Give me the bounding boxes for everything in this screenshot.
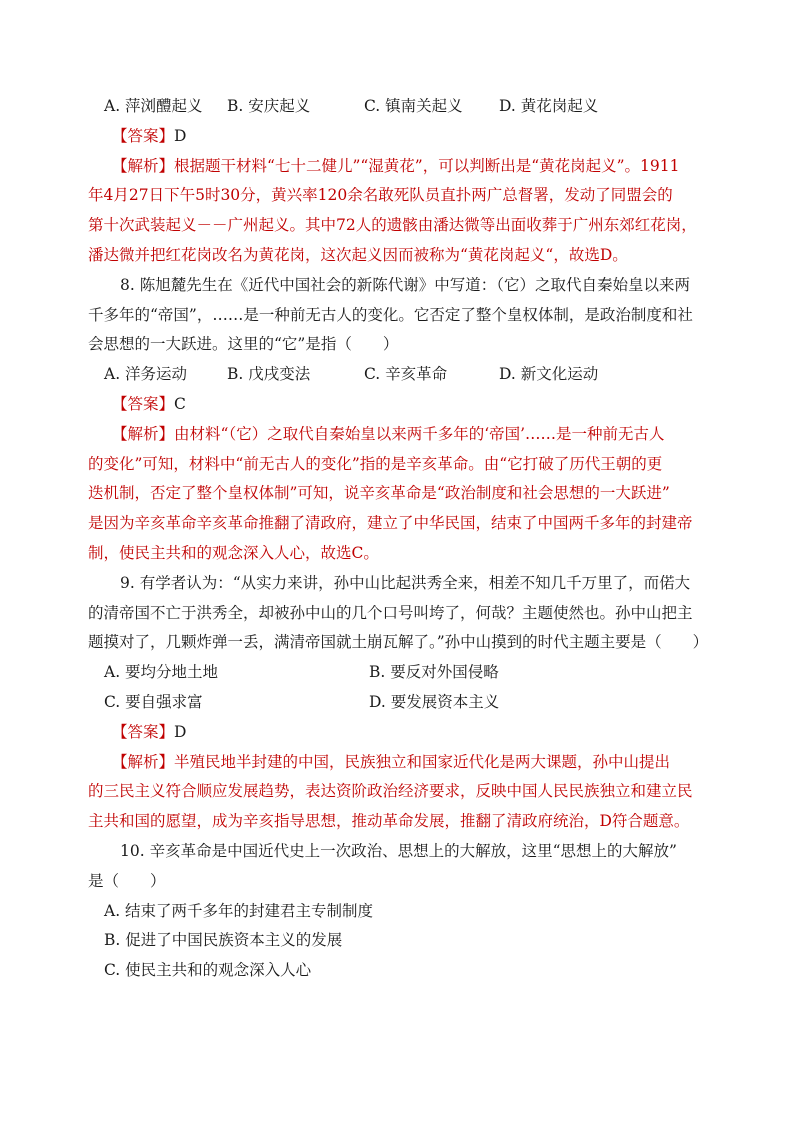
q8-option-b: B. 戊戌变法 bbox=[227, 365, 311, 384]
q8-stem-line: 会思想的一大跃进。这里的“它”是指（ ） bbox=[88, 335, 399, 354]
q9-options-row bbox=[88, 688, 728, 718]
q9-stem-line: 题摸对了，几颗炸弹一丢，满清帝国就土崩瓦解了。”孙中山摸到的时代主题主要是（ ） bbox=[88, 633, 709, 652]
answer-tag: 【答案】 bbox=[112, 722, 175, 741]
analysis-text: 由材料“（它）之取代自秦始皇以来两千多年的‘帝国’……是一种前无古人 bbox=[174, 424, 665, 443]
q9-analysis-line bbox=[88, 748, 728, 778]
q10-option-c: C. 使民主共和的观念深入人心 bbox=[104, 961, 312, 980]
analysis-tag: 【解析】 bbox=[112, 424, 175, 443]
answer-value: C bbox=[174, 394, 186, 413]
q7-analysis-line: 潘达微并把红花岗改名为黄花岗，这次起义因而被称为“黄花岗起义“，故选D。 bbox=[88, 245, 628, 264]
analysis-text: 半殖民地半封建的中国，民族独立和国家近代化是两大课题，孙中山提出 bbox=[174, 752, 671, 771]
q9-option-d: D. 要发展资本主义 bbox=[369, 692, 500, 711]
q9-option-b: B. 要反对外国侵略 bbox=[369, 663, 499, 682]
q7-option-b: B. 安庆起义 bbox=[227, 97, 311, 115]
q9-stem-line: 的清帝国不亡于洪秀全，却被孙中山的几个口号叫垮了，何哉？主题使然也。孙中山把主 bbox=[88, 603, 693, 622]
q9-analysis-line: 的三民主义符合顺应发展趋势，表达资阶政治经济要求，反映中国人民民族独立和建立民 bbox=[88, 782, 693, 801]
q8-analysis-line bbox=[88, 420, 728, 450]
q9-stem-line: 9. 有学者认为：“从实力来讲，孙中山比起洪秀全来，相差不知几千万里了，而偌大 bbox=[120, 573, 691, 592]
analysis-tag: 【解析】 bbox=[112, 752, 175, 771]
q8-option-a: A. 洋务运动 bbox=[104, 365, 188, 384]
answer-tag: 【答案】 bbox=[112, 126, 175, 145]
document-page bbox=[88, 92, 728, 986]
q8-answer bbox=[88, 390, 728, 420]
q8-stem-line: 千多年的“帝国”，……是一种前无古人的变化。它否定了整个皇权体制，是政治制度和社 bbox=[88, 305, 693, 324]
q8-analysis-line: 是因为辛亥革命辛亥革命推翻了清政府，建立了中华民国，结束了中国两千多年的封建帝 bbox=[88, 514, 693, 533]
answer-value: D bbox=[174, 722, 187, 741]
q7-option-a: A. 萍浏醴起义 bbox=[104, 97, 203, 115]
answer-value: D bbox=[174, 126, 187, 145]
q8-stem-line: 8. 陈旭麓先生在《近代中国社会的新陈代谢》中写道：（它）之取代自秦始皇以来两 bbox=[120, 275, 690, 294]
q7-analysis-line: 第十次武装起义－－广州起义。其中72人的遗骸由潘达微等出面收葬于广州东郊红花岗， bbox=[88, 216, 697, 235]
answer-tag: 【答案】 bbox=[112, 394, 175, 413]
q8-analysis-line: 的变化”可知，材料中“前无古人的变化”指的是辛亥革命。由“它打破了历代王朝的更 bbox=[88, 454, 663, 473]
q7-options bbox=[88, 92, 728, 122]
q9-option-a: A. 要均分地土地 bbox=[104, 663, 219, 682]
q9-answer bbox=[88, 718, 728, 748]
q9-option-c: C. 要自强求富 bbox=[104, 692, 203, 711]
q10-stem-line: 是（ ） bbox=[88, 871, 166, 890]
q7-analysis-line: 年4月27日下午5时30分，黄兴率120余名敢死队员直扑两广总督署，发动了同盟会的 bbox=[88, 186, 673, 205]
q7-analysis-line bbox=[88, 152, 728, 182]
q8-analysis-line: 迭机制，否定了整个皇权体制”可知，说辛亥革命是“政治制度和社会思想的一大跃进” bbox=[88, 484, 670, 503]
q7-option-c: C. 镇南关起义 bbox=[364, 97, 463, 115]
q10-stem-line: 10. 辛亥革命是中国近代史上一次政治、思想上的大解放，这里“思想上的大解放” bbox=[120, 841, 677, 860]
q8-analysis-line: 制，使民主共和的观念深入人心，故选C。 bbox=[88, 543, 379, 562]
q8-option-c: C. 辛亥革命 bbox=[364, 365, 448, 384]
q9-analysis-line: 主共和国的愿望，成为辛亥指导思想，推动革命发展，推翻了清政府统治，D符合题意。 bbox=[88, 812, 690, 831]
analysis-text: 根据题干材料“七十二健儿”“湿黄花”，可以判断出是“黄花岗起义”。1911 bbox=[174, 156, 680, 175]
q8-options bbox=[88, 360, 728, 390]
q10-option-a: A. 结束了两千多年的封建君主专制制度 bbox=[104, 901, 374, 920]
q8-option-d: D. 新文化运动 bbox=[499, 365, 599, 384]
q7-answer bbox=[88, 122, 728, 152]
q10-option-b: B. 促进了中国民族资本主义的发展 bbox=[104, 931, 343, 950]
q9-options-row bbox=[88, 658, 728, 688]
q7-option-d: D. 黄花岗起义 bbox=[499, 97, 599, 115]
analysis-tag: 【解析】 bbox=[112, 156, 175, 175]
